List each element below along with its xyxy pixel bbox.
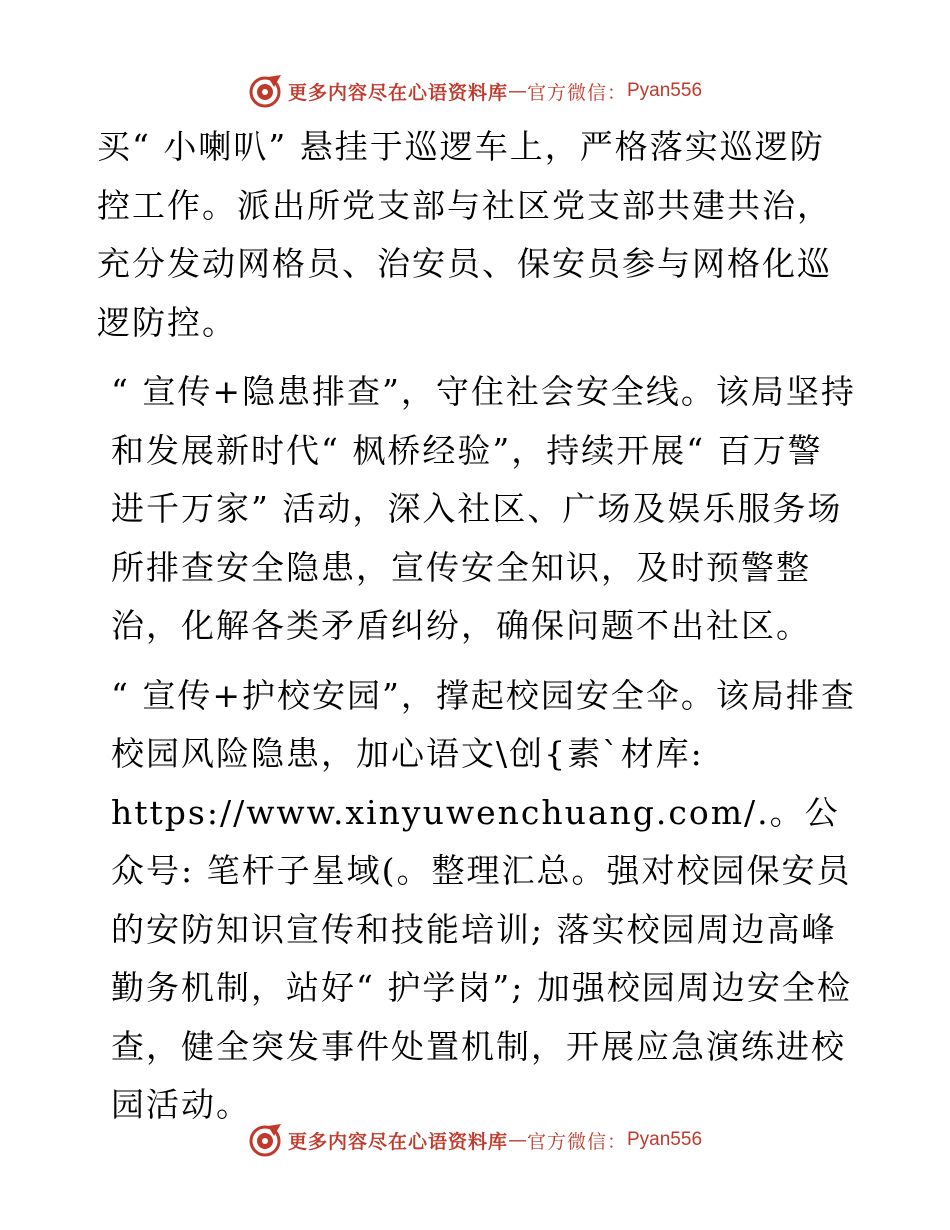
footer-wechat-label: 官方微信： <box>526 1130 627 1153</box>
header-banner <box>0 71 950 111</box>
footer-banner <box>0 1120 950 1160</box>
header-wechat-label: 官方微信： <box>526 81 627 104</box>
pen-nib-icon <box>248 1122 284 1158</box>
header-brand-text: 更多内容尽在心语资料库 <box>287 81 508 104</box>
footer-separator: — <box>507 1129 527 1151</box>
footer-brand-text: 更多内容尽在心语资料库 <box>287 1130 508 1153</box>
header-wechat-id: Pyan556 <box>627 80 703 101</box>
header-separator: — <box>507 80 527 102</box>
body-paragraph-3: “ 宣传+护校安园”，撑起校园安全伞。该局排查校园风险隐患，加心语文\创{素`材库: https://www.xinyuwenchuang.com/.。公众号: 笔杆子星域(。整理汇总。强对校园保安员的安防知识宣传和技能培训; 落实校园周边高峰勤务机制，站好“ 护学岗”; 加强校园周边安全检查，健全突发事件处置机制，开展应急演练进校园活动。 <box>111 675 856 1124</box>
document-body <box>97 118 857 1135</box>
footer-wechat-id: Pyan556 <box>627 1129 703 1150</box>
body-paragraph-2: “ 宣传+隐患排查”，守住社会安全线。该局坚持和发展新时代“ 枫桥经验”，持续开展“ 百万警进千万家” 活动，深入社区、广场及娱乐服务场所排查安全隐患，宣传安全知识，及时预警整治，化解各类矛盾纠纷，确保问题不出社区。 <box>111 372 856 645</box>
body-paragraph-1: 买“ 小喇叭” 悬挂于巡逻车上，严格落实巡逻防控工作。派出所党支部与社区党支部共建共治，充分发动网格员、治安员、保安员参与网格化巡逻防控。 <box>97 127 832 342</box>
pen-nib-icon <box>248 73 284 109</box>
